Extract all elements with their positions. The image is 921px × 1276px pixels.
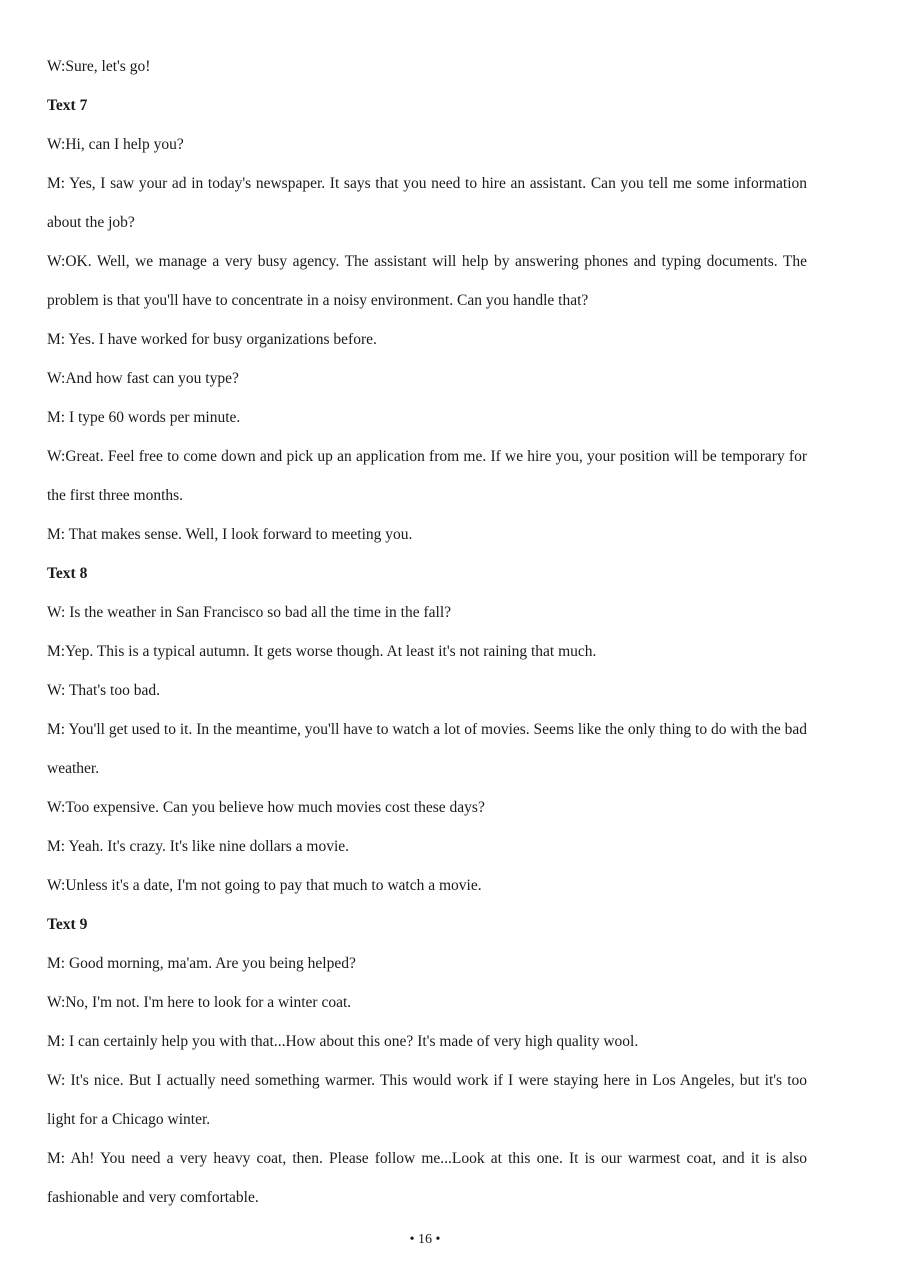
dialogue-line: W:Sure, let's go! <box>47 58 151 75</box>
dialogue-line: M: That makes sense. Well, I look forward to meeting you. <box>47 526 413 543</box>
dialogue-line: M: Yes, I saw your ad in today's newspaper. It says that you need to hire an assistant. Can you tell me some information about the job? <box>47 175 807 231</box>
dialogue-line: W:Unless it's a date, I'm not going to pay that much to watch a movie. <box>47 877 482 894</box>
section-heading: Text 9 <box>47 916 88 933</box>
dialogue-line: W:Too expensive. Can you believe how much movies cost these days? <box>47 799 485 816</box>
dialogue-line: W:Great. Feel free to come down and pick up an application from me. If we hire you, your position will be temporary for the first three months. <box>47 448 807 504</box>
dialogue-line: W: Is the weather in San Francisco so bad all the time in the fall? <box>47 604 452 621</box>
dialogue-line: W:No, I'm not. I'm here to look for a winter coat. <box>47 994 352 1011</box>
dialogue-line: M: I type 60 words per minute. <box>47 409 241 426</box>
dialogue-line: M: You'll get used to it. In the meantime, you'll have to watch a lot of movies. Seems like the only thing to do with the bad weather. <box>47 721 807 777</box>
page-number: • 16 • <box>409 1232 441 1247</box>
dialogue-line: W:OK. Well, we manage a very busy agency. The assistant will help by answering phones and typing documents. The problem is that you'll have to concentrate in a noisy environment. Can you handle that? <box>47 253 807 309</box>
dialogue-line: M: Yeah. It's crazy. It's like nine dollars a movie. <box>47 838 350 855</box>
dialogue-line: M: Good morning, ma'am. Are you being helped? <box>47 955 356 972</box>
dialogue-line: W:And how fast can you type? <box>47 370 239 387</box>
section-heading: Text 8 <box>47 565 88 582</box>
section-heading: Text 7 <box>47 97 88 114</box>
document-page <box>47 47 807 1217</box>
dialogue-line: W: That's too bad. <box>47 682 160 699</box>
dialogue-line: M: Ah! You need a very heavy coat, then. Please follow me...Look at this one. It is our warmest coat, and it is also fashionable and very comfortable. <box>47 1150 807 1206</box>
dialogue-line: M:Yep. This is a typical autumn. It gets worse though. At least it's not raining that much. <box>47 643 597 660</box>
dialogue-line: W:Hi, can I help you? <box>47 136 184 153</box>
dialogue-line: M: I can certainly help you with that...How about this one? It's made of very high quality wool. <box>47 1033 639 1050</box>
dialogue-line: W: It's nice. But I actually need something warmer. This would work if I were staying here in Los Angeles, but it's too light for a Chicago winter. <box>47 1072 807 1128</box>
dialogue-line: M: Yes. I have worked for busy organizations before. <box>47 331 377 348</box>
